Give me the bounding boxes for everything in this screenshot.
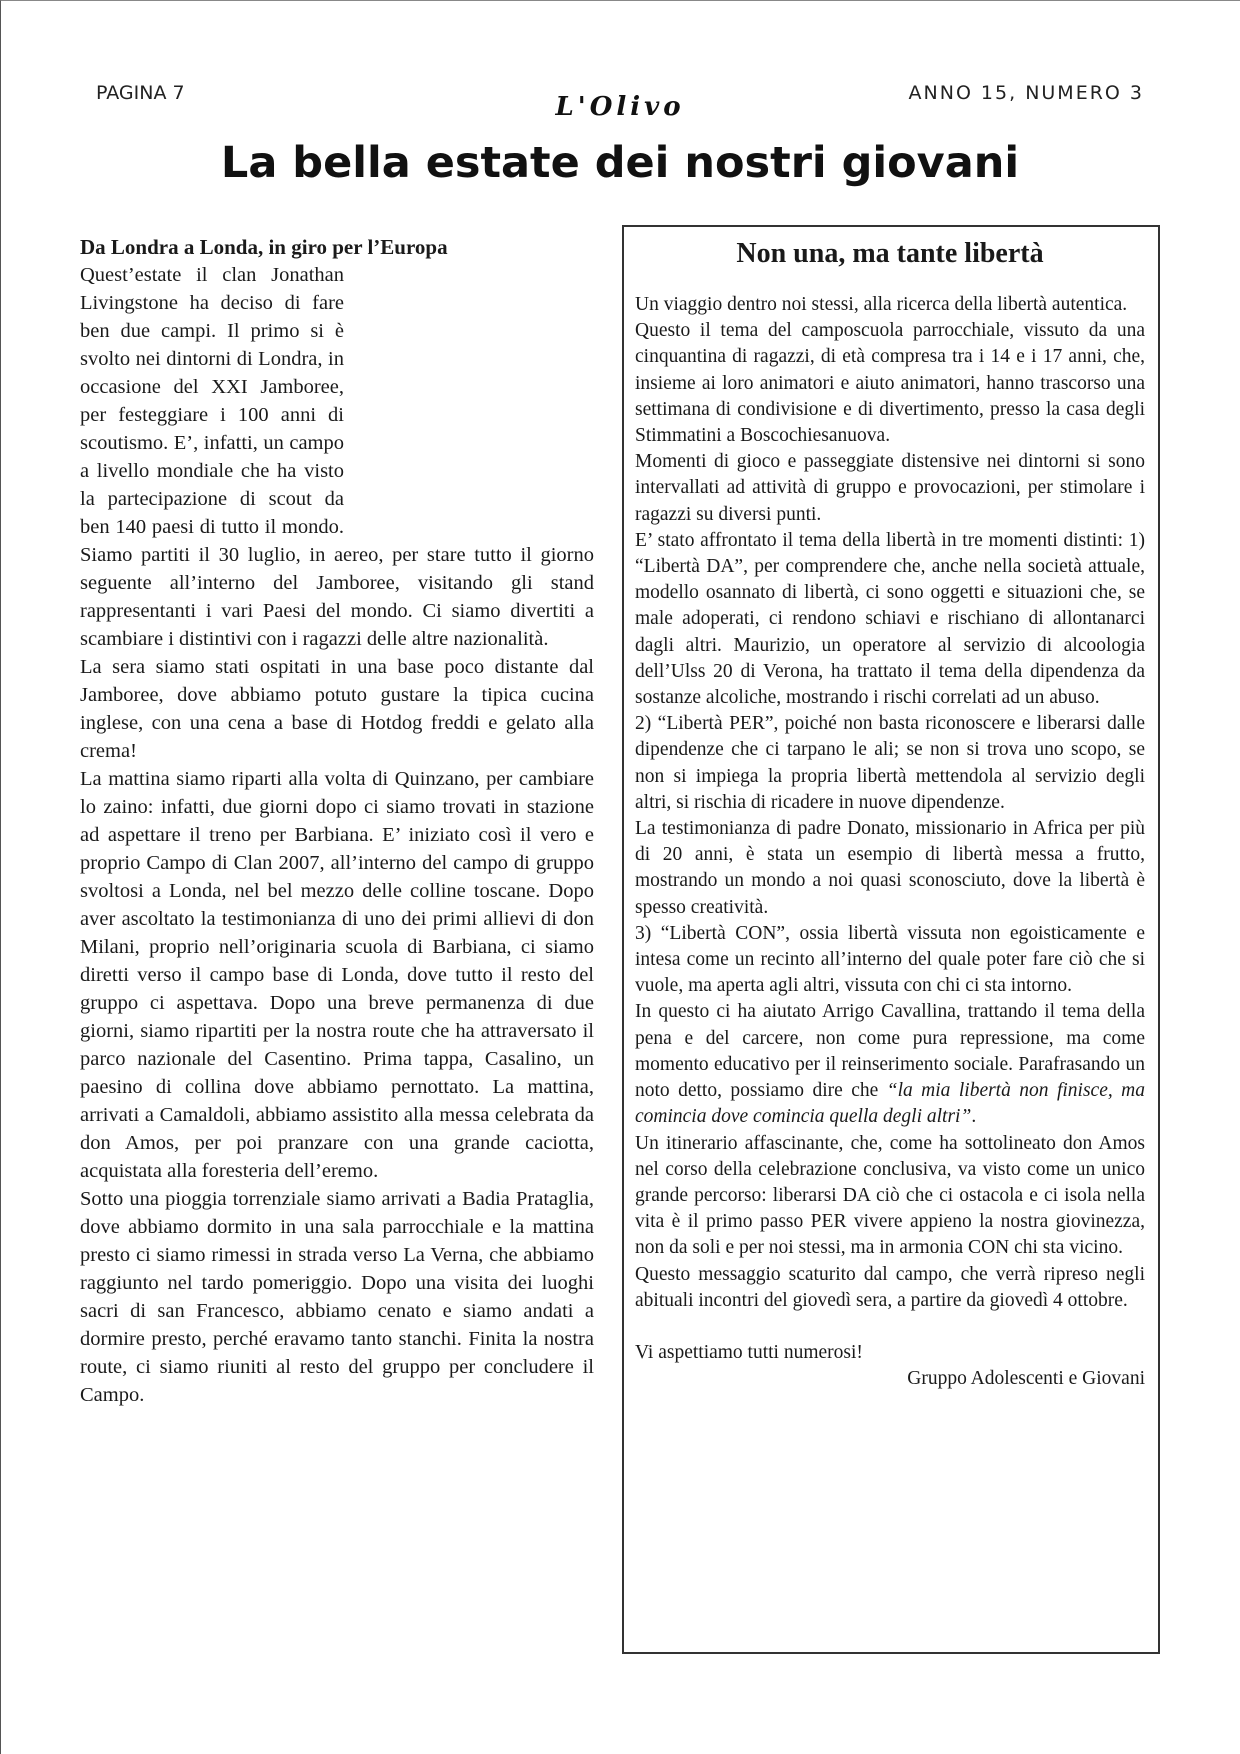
sidebar-signature: Gruppo Adolescenti e Giovani — [907, 1368, 1145, 1390]
sidebar-paragraph: 2) “Libertà PER”, poiché non basta riconoscere e liberarsi dalle dipendenze che ci tarpano le ali; se non si trova uno scopo, se non si impiega la propria libertà mettendola al servizio degli altri, si rischia di ricadere in nuove dipendenze. — [635, 713, 1145, 813]
sidebar-paragraph-cavallina: In questo ci ha aiutato Arrigo Cavallina, trattando il tema della pena e del carcere, non come pura repressione, ma come momento educativo per il reinserimento sociale. Parafrasando un noto detto, possiamo dire che “la mia libertà non finisce, ma comincia dove comincia quella degli altri”. — [635, 1001, 1146, 1128]
sidebar-paragraph-text: In questo ci ha aiutato Arrigo Cavallina, trattando il tema della pena e del carcere, non come pura repressione, ma come momento educativo per il reinserimento sociale. Parafrasando un noto detto, possiamo dire che — [635, 1001, 1145, 1102]
article-paragraph: Quest’estate il clan Jonathan Livingstone ha deciso di fare ben due campi. Il primo si è svolto nei dintorni di Londra, in occasione del XXI Jamboree, per festeggiare i 100 anni di scoutismo. E’, infatti, un campo a livello mondiale che ha visto la partecipazione di scout da ben 140 paesi di tutto il mondo. Siamo partiti il 30 luglio, in aereo, per stare tutto il giorno seguente all’interno del Jamboree, visitando gli stand rappresentanti i vari Paesi del mondo. Ci siamo divertiti a scambiare i distintivi con i ragazzi delle altre nazionalità. — [80, 264, 594, 650]
sidebar-paragraph: Questo il tema del camposcuola parrocchiale, vissuto da una cinquantina di ragazzi, di età compresa tra i 14 e i 17 anni, che, insieme ai loro animatori e aiuto animatori, hanno trascorso una settimana di condivisione e di divertimento, presso la casa degli Stimmatini a Boscochiesanuova. — [635, 320, 1145, 447]
page-headline: La bella estate dei nostri giovani — [220, 138, 1020, 188]
article-paragraph: La mattina siamo riparti alla volta di Quinzano, per cambiare lo zaino: infatti, due giorni dopo ci siamo trovati in stazione ad aspettare il treno per Barbiana. E’ iniziato così il vero e proprio Campo di Clan 2007, all’interno del campo di gruppo svoltosi a Londa, nel bel mezzo delle colline toscane. Dopo aver ascoltato la testimonianza di uno dei primi allievi di don Milani, proprio nell’originaria scuola di Barbiana, ci siamo diretti verso il campo base di Londa, dove tutto il resto del gruppo ci aspettava. Dopo una breve permanenza di due giorni, siamo ripartiti per la nostra route che ha attraversato il parco nazionale del Casentino. Prima tappa, Casalino, un paesino di collina dove abbiamo pernottato. La mattina, arrivati a Camaldoli, abbiamo assistito alla messa celebrata da don Amos, per poi pranzare con una grande caciotta, acquistata alla foresteria dell’eremo. — [80, 768, 594, 1182]
sidebar-paragraph: La testimonianza di padre Donato, missionario in Africa per più di 20 anni, è stata un esempio di libertà messa a frutto, mostrando un mondo a noi quasi sconosciuto, dove la libertà è spesso creatività. — [635, 818, 1145, 918]
sidebar-paragraph: Un viaggio dentro noi stessi, alla ricerca della libertà autentica. — [635, 294, 1128, 315]
sidebar-title: Non una, ma tante libertà — [736, 238, 1044, 269]
page-number: PAGINA 7 — [96, 82, 185, 104]
sidebar-closing: Vi aspettiamo tutti numerosi! — [635, 1341, 863, 1363]
sidebar-box — [622, 225, 1160, 1654]
article-paragraph: La sera siamo stati ospitati in una base poco distante dal Jamboree, dove abbiamo potuto gustare la tipica cucina inglese, con una cena a base di Hotdog freddi e gelato alla crema! — [80, 656, 594, 762]
masthead-logo: L'Olivo — [555, 92, 685, 122]
sidebar-quote: “la mia libertà non finisce, ma comincia dove comincia quella degli altri” — [635, 1080, 1146, 1128]
sidebar-paragraph: Un itinerario affascinante, che, come ha sottolineato don Amos nel corso della celebrazione conclusiva, va visto come un unico grande percorso: liberarsi DA ciò che ci ostacola e ci isola nella vita è il primo passo PER vivere appieno la nostra giovinezza, non da soli e per noi stessi, ma in armonia CON chi sta vicino. — [635, 1132, 1145, 1259]
sidebar-paragraph: 3) “Libertà CON”, ossia libertà vissuta non egoisticamente e intesa come un recinto all’interno del quale poter fare ciò che si vuole, ma aperta agli altri, vissuta con chi ci sta intorno. — [635, 922, 1145, 997]
spacer — [635, 1314, 1145, 1340]
sidebar-paragraph: Questo messaggio scaturito dal campo, che verrà ripreso negli abituali incontri del giovedì sera, a partire da giovedì 4 ottobre. — [635, 1263, 1145, 1311]
image-placeholder-space — [344, 261, 594, 517]
sidebar-body — [635, 292, 1145, 1392]
sidebar-paragraph: E’ stato affrontato il tema della libertà in tre momenti distinti: 1) “Libertà DA”, per comprendere che, anche nella società attuale, modello osannato di libertà, ci sono oggetti e situazioni che, se male adoperati, ci rendono schiavi e rischiano di allontanarci dagli altri. Maurizio, un operatore al servizio di alcoologia dell’Ulss 20 di Verona, ha trattato il tema della dipendenza da sostanze alcoliche, mostrando i rischi correlati ad un abuso. — [635, 529, 1145, 709]
article-column — [80, 235, 594, 1409]
article-paragraph: Sotto una pioggia torrenziale siamo arrivati a Badia Prataglia, dove abbiamo dormito in una sala parrocchiale e la mattina presto ci siamo rimessi in strada verso La Verna, che abbiamo raggiunto nel tardo pomeriggio. Dopo una visita dei luoghi sacri di san Francesco, abbiamo cenato e siamo andati a dormire presto, perché eravamo tanto stanchi. Finita la nostra route, ci siamo riuniti al resto del gruppo per concludere il Campo. — [80, 1188, 594, 1406]
sidebar-paragraph: Momenti di gioco e passeggiate distensive nei dintorni si sono intervallati ad attività di gruppo e provocazioni, per stimolare i ragazzi su diversi punti. — [635, 451, 1145, 525]
issue-info: ANNO 15, NUMERO 3 — [908, 82, 1144, 104]
article-title: Da Londra a Londa, in giro per l’Europa — [80, 235, 448, 259]
